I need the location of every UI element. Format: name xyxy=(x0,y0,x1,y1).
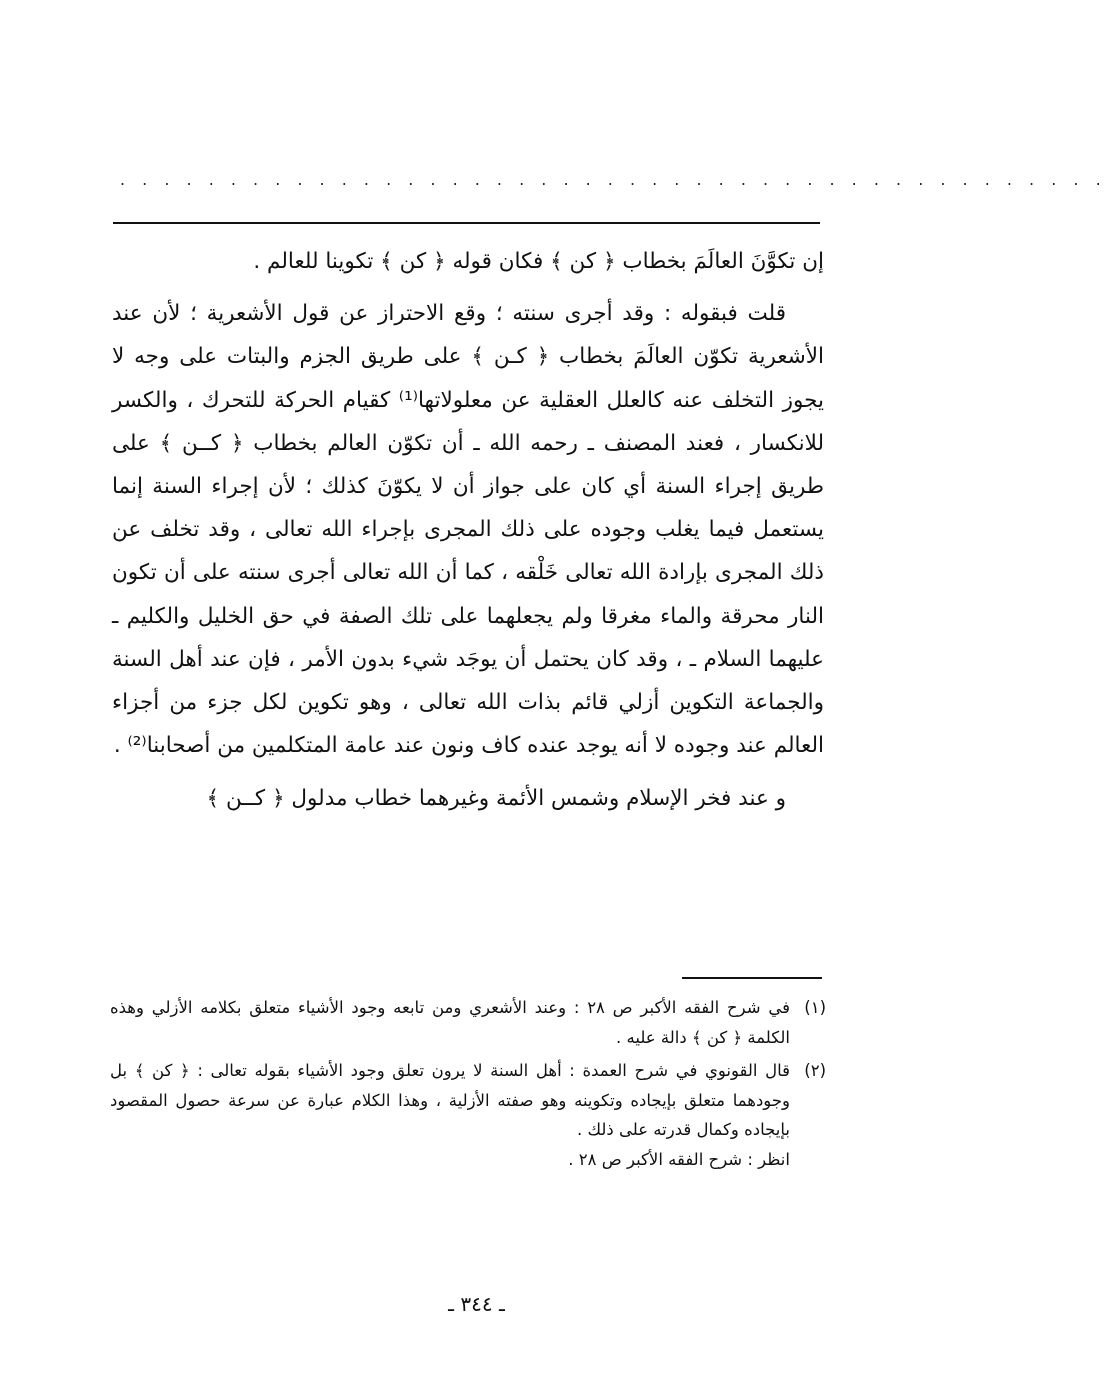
footnote-body xyxy=(110,1056,790,1174)
paragraph-1: قلت فبقوله : وقد أجرى سنته ؛ وقع الاحتراز عن قول الأشعرية ؛ لأن عند الأشعرية تكوّن العالَمَ بخطاب ﴿ كـن ﴾ على طريق الجزم والبتات على وجه لا يجوز التخلف عنه كالعلل العقلية عن معلولاتها⁽¹⁾ كقيام الحركة للتحرك ، والكسر للانكسار ، فعند المصنف ـ رحمه الله ـ أن تكوّن العالم بخطاب ﴿ كــن ﴾ على طريق إجراء السنة أي كان على جواز أن لا يكوّنَ كذلك ؛ لأن إجراء السنة إنما يستعمل فيما يغلب وجوده على ذلك المجرى بإجراء الله تعالى ، وقد تخلف عن ذلك المجرى بإرادة الله تعالى خَلْقه ، كما أن الله تعالى أجرى سنته على أن تكون النار محرقة والماء مغرقا ولم يجعلهما على تلك الصفة في حق الخليل والكليم ـ عليهما السلام ـ ، وقد كان يحتمل أن يوجَد شيء بدون الأمر ، فإن عند أهل السنة والجماعة التكوين أزلي قائم بذات الله تعالى ، وهو تكوين لكل جزء من أجزاء العالم عند وجوده لا أنه يوجد عنده كاف ونون عند عامة المتكلمين من أصحابنا⁽²⁾ . xyxy=(112,301,825,759)
footnotes xyxy=(110,993,826,1178)
separator-dots: . . . . . . . . . . . . . . . . . . . . . . . . . . . . . . . . . . . . . . . . . . . . . xyxy=(120,170,1107,189)
footnote-1 xyxy=(110,993,826,1052)
footnote-rule xyxy=(682,977,822,979)
footnote-number: (١) xyxy=(804,998,826,1017)
footnote-2 xyxy=(110,1056,826,1174)
paragraph-2: و عند فخر الإسلام وشمس الأئمة وغيرهما خطاب مدلول ﴿ كــن ﴾ xyxy=(206,786,786,812)
page-number: ـ ٣٤٤ ـ xyxy=(448,1292,505,1316)
footnote-line: انظر : شرح الفقه الأكبر ص ٢٨ . xyxy=(568,1149,790,1169)
footnote-body xyxy=(110,993,790,1052)
main-text xyxy=(112,240,824,821)
footnote-line: في شرح الفقه الأكبر ص ٢٨ : وعند الأشعري ومن تابعه وجود الأشياء متعلق بكلامه الأزلي وهذه الكلمة ﴿ كن ﴾ دالة عليه . xyxy=(110,998,790,1047)
footnote-number: (٢) xyxy=(804,1061,826,1080)
footnote-line: قال القونوي في شرح العمدة : أهل السنة لا يرون تعلق وجود الأشياء بقوله تعالى : ﴿ كن ﴾ بل وجودهما متعلق بإيجاده وتكوينه وهو صفته الأزلية ، وهذا الكلام عبارة عن سرعة حصول المقصود بإيجاده وكمال قدرته على ذلك . xyxy=(110,1061,790,1139)
continued-fragment: إن تكوَّنَ العالَمَ بخطاب ﴿ كن ﴾ فكان قوله ﴿ كن ﴾ تكوينا للعالم . xyxy=(253,249,824,274)
top-rule xyxy=(113,222,820,224)
